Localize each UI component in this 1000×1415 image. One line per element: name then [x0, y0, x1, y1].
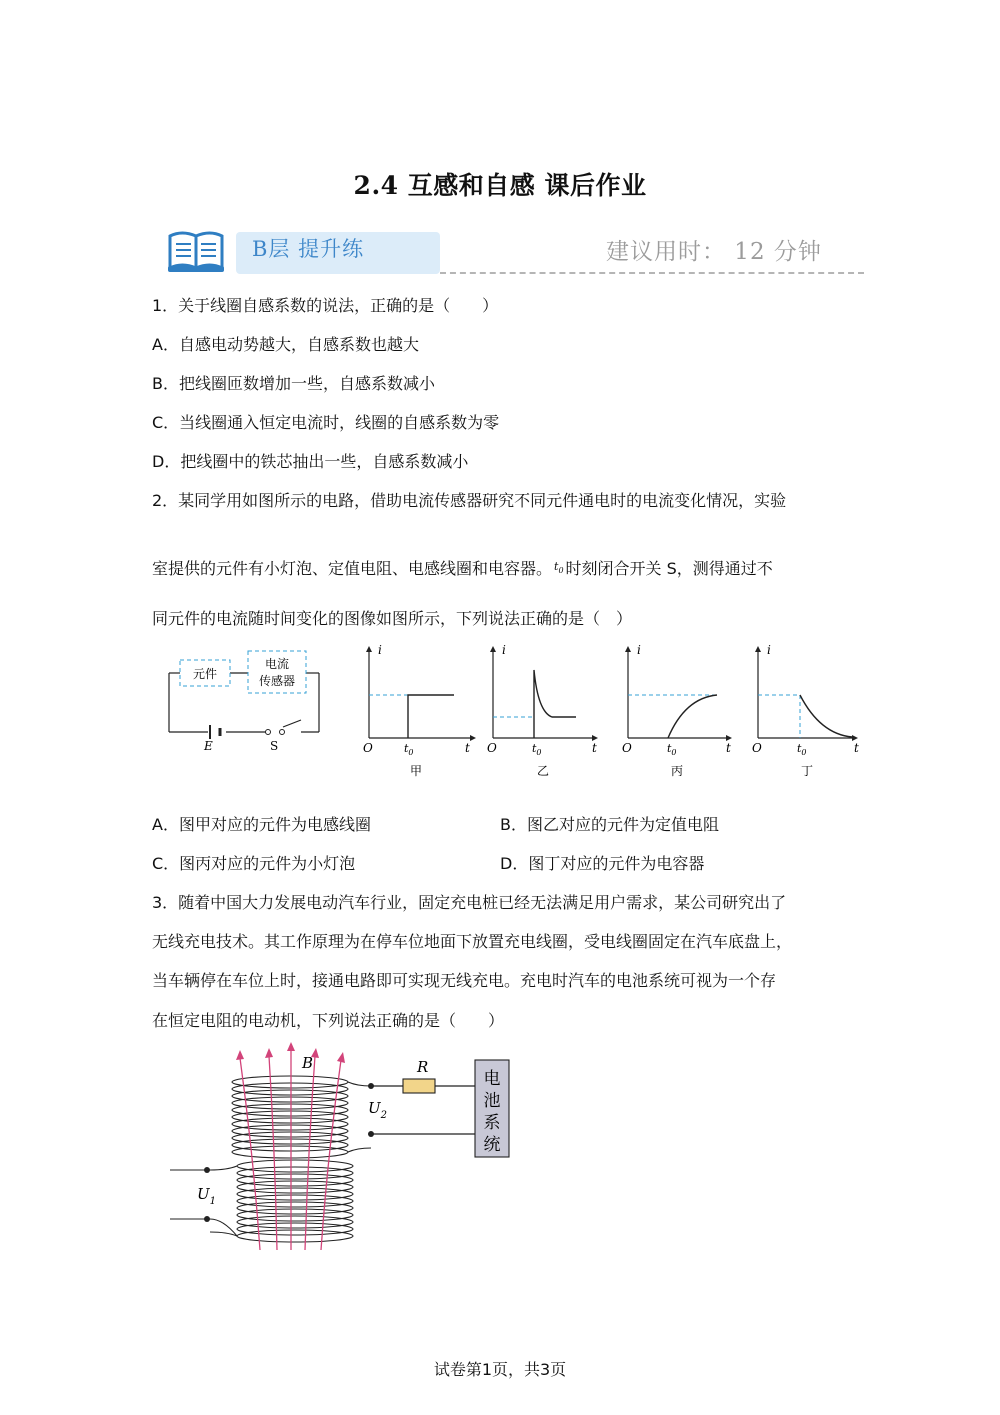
q3-figure [165, 1042, 520, 1257]
graph-label-jia: 甲 [409, 764, 423, 778]
svg-text:i: i [767, 643, 771, 657]
q2-stem-line2 [152, 557, 773, 581]
svg-text:t: t [854, 741, 859, 755]
q2-stem-line2-b: 时刻闭合开关 S，测得通过不 [565, 559, 773, 578]
svg-text:t0: $t_0$ [667, 742, 677, 757]
battery-char-3: 系 [483, 1113, 501, 1133]
level-label: B层 提升练 [252, 237, 365, 261]
u2-terminal-bottom [368, 1131, 374, 1137]
svg-text:i: i [378, 643, 382, 657]
svg-text:O: O [622, 741, 632, 755]
svg-text:O: O [487, 741, 497, 755]
u1-terminal-top [204, 1167, 210, 1173]
q3-stem-line3: 当车辆停在车位上时，接通电路即可实现无线充电。充电时汽车的电池系统可视为一个存 [152, 971, 777, 990]
graph-bing [622, 643, 732, 778]
switch-terminal-left [266, 730, 271, 735]
q1-option-c: C．当线圈通入恒定电流时，线圈的自感系数为零 [152, 413, 500, 432]
element-label: 元件 [192, 667, 218, 681]
svg-text:O: O [363, 741, 373, 755]
page-footer: 试卷第1页，共3页 [433, 1360, 567, 1379]
sensor-label-line2: 传感器 [258, 674, 296, 688]
u1-label: $U_1$ [197, 1185, 217, 1207]
receiving-coil [232, 1076, 371, 1158]
svg-text:t0: $t_0$ [404, 742, 414, 757]
graph-label-bing: 丙 [670, 764, 684, 778]
u2-terminal-top [368, 1083, 374, 1089]
q1-stem: 1．关于线圈自感系数的说法，正确的是（ ） [152, 296, 499, 315]
svg-text:t0: $t_0$ [532, 742, 542, 757]
sensor-label-line1: 电流 [264, 657, 290, 671]
svg-text:t: t [592, 741, 597, 755]
q2-option-b: B．图乙对应的元件为定值电阻 [500, 815, 719, 834]
resistor-r [403, 1079, 435, 1093]
q2-stem-line1: 2．某同学用如图所示的电路，借助电流传感器研究不同元件通电时的电流变化情况，实验 [152, 491, 787, 510]
graph-jia [363, 643, 476, 778]
svg-text:i: i [637, 643, 641, 657]
switch-label: S [270, 739, 279, 753]
emf-label: E [204, 739, 213, 753]
t0-symbol: t0 [554, 560, 564, 576]
graph-yi [487, 643, 598, 778]
q1-option-b: B．把线圈匝数增加一些，自感系数减小 [152, 374, 435, 393]
graph-ding [752, 643, 859, 778]
switch-terminal-right [280, 730, 285, 735]
svg-text:i: i [502, 643, 506, 657]
q2-figure [160, 640, 870, 790]
battery-char-2: 池 [483, 1091, 501, 1111]
q1-option-d: D．把线圈中的铁芯抽出一些，自感系数减小 [152, 452, 469, 471]
svg-text:t: t [465, 741, 470, 755]
resistor-label: R [417, 1058, 429, 1076]
q1-option-a: A．自感电动势越大，自感系数也越大 [152, 335, 419, 354]
q2-stem-line2-a: 室提供的元件有小灯泡、定值电阻、电感线圈和电容器。 [152, 559, 553, 578]
divider-line [440, 272, 864, 274]
graph-label-ding: 丁 [800, 764, 814, 778]
q2-stem-line3: 同元件的电流随时间变化的图像如图所示，下列说法正确的是（ ） [152, 609, 633, 628]
book-icon [164, 228, 228, 276]
page-title: 2.4 互感和自感 课后作业 [353, 171, 647, 200]
u2-label: $U_2$ [368, 1099, 388, 1121]
battery-char-4: 统 [483, 1135, 501, 1155]
battery-char-1: 电 [483, 1069, 501, 1089]
q2-option-d: D．图丁对应的元件为电容器 [500, 854, 705, 873]
u1-terminal-bottom [204, 1216, 210, 1222]
svg-text:O: O [752, 741, 762, 755]
svg-text:t: t [726, 741, 731, 755]
q3-stem-line2: 无线充电技术。其工作原理为在停车位地面下放置充电线圈，受电线圈固定在汽车底盘上， [152, 932, 793, 951]
q3-stem-line4: 在恒定电阻的电动机，下列说法正确的是（ ） [152, 1011, 505, 1030]
q2-option-a: A．图甲对应的元件为电感线圈 [152, 815, 371, 834]
q2-option-c: C．图丙对应的元件为小灯泡 [152, 854, 356, 873]
graph-label-yi: 乙 [536, 764, 550, 778]
svg-text:t0: $t_0$ [797, 742, 807, 757]
suggested-time: 建议用时： 12 分钟 [606, 239, 822, 265]
field-label-b: B [302, 1054, 314, 1072]
q3-stem-line1: 3．随着中国大力发展电动汽车行业，固定充电桩已经无法满足用户需求，某公司研究出了 [152, 893, 787, 912]
